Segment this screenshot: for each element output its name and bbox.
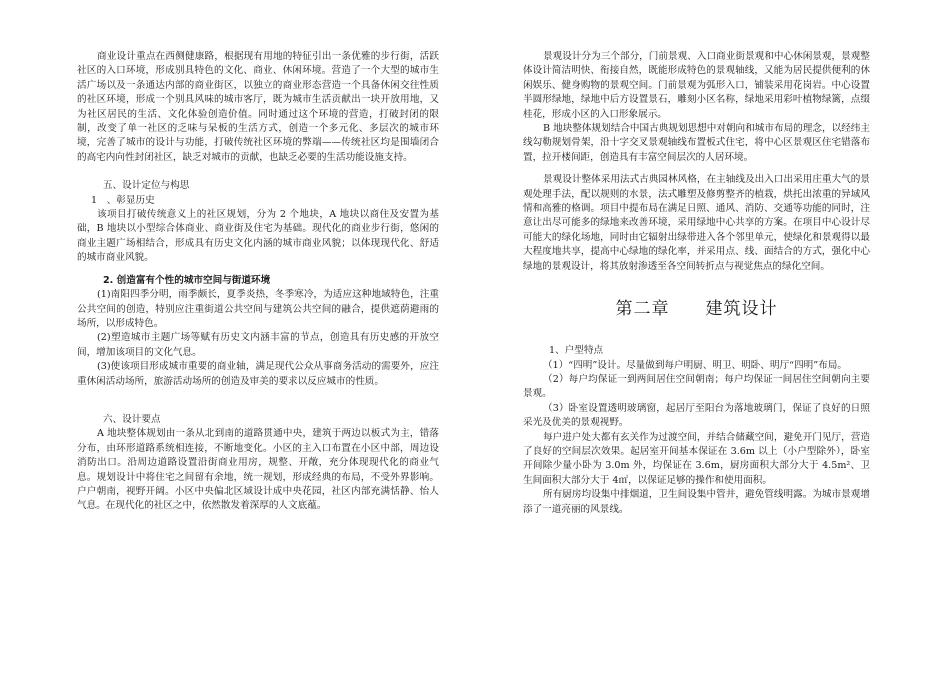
urban-space-item-1: (1)南阳四季分明，雨季颇长，夏季炎热，冬季寒冷，为适应这种地域特色，注重公共空间的创造，特别应注重街道公共空间与建筑公共空间的融合，提供遮荫避雨的场所，以形成特色。 bbox=[77, 289, 439, 329]
history-paragraph: 该项目打破传统意义上的社区规划，分为 2 个地块，A 地块以商住及安置为基础，B 地块以小型综合体商业、商业街及住宅为基础。现代化的商业步行街，悠闲的商业主题广场相结合，形成具有历史文化内涵的城市商业风貌；以体现现代化、舒适的城市商业风貌。 bbox=[77, 209, 439, 264]
left-column bbox=[77, 50, 439, 514]
design-points-paragraph: A 地块整体规划由一条从北到南的道路贯通中央，建筑于两边以板式为主，错落分布，由环形道路系统相连接，不断地变化。小区的主入口布置在小区中部，周边设消防出口。沿周边道路设置沿街商业用房，规整、开敞，充分体现现代化的商业气息。规划设计中将住宅之间留有余地，统一规划，形成经典的布局，不受外界影响。户户朝南，视野开阔。小区中央偏北区域设计成中央花园，社区内部充满恬静、怡人气息。在现代化的社区之中，依然散发着深厚的人文底蕴。 bbox=[77, 428, 439, 512]
landscape-paragraph-3: 景观设计整体采用法式古典园林风格，在主轴线及出入口出采用庄重大气的景观处理手法，配以规则的水景，法式雕塑及修剪整齐的植栽，烘托出浓重的异域风情和高雅的格调。项目中提布局在满足日照、通风、消防、交通等功能的同时，注意让出尽可能多的绿地来改善环境，采用绿地中心共享的方案。在项目中心设计尽可能大的绿化场地，同时由它辐射出绿带进入各个邻里单元，使绿化和景观得以最大程度地共享，提高中心绿地的绿化率，并采用点、线、面结合的方式，强化中心绿地的景观设计，将其放射渗透至各空间转折点与视觉焦点的绿化空间。 bbox=[523, 174, 870, 272]
unit-feature-3: （3）卧室设置透明玻璃窗，起居厅至阳台为落地玻璃门，保证了良好的日照采光及优美的景观视野。 bbox=[523, 402, 870, 429]
commercial-design-paragraph: 商业设计重点在西侧健康路，根据现有用地的特征引出一条优雅的步行街，活跃社区的入口环境，形成别具特色的文化、商业、休闲环境。营造了一个大型的城市生活广场以及一条通达内部的商业街区，以独立的商业形态营造一个具备休闲交往性质的社区环境，形成一个别具风味的城市客厅，既为城市生活贡献出一块开放用地，又为社区居民的生活、文化体验创造价值。同时通过这个环境的营造，打破封闭的限制，改变了单一社区的乏味与呆板的生活方式，创造一个多元化、多层次的城市环境，完善了城市的设计与功能，打破传统社区环境的弊端——传统社区均是围墙闭合的高宅内向性封闭社区，缺乏对城市的贡献，也缺乏必要的生活功能设施支持。 bbox=[77, 51, 439, 163]
unit-feature-1: （1）“四明”设计。尽量做到每户明厨、明卫、明卧、明厅“四明”布局。 bbox=[543, 359, 847, 371]
landscape-paragraph-2: B 地块整体规划结合中国古典规划思想中对朝向和城市布局的理念，以经纬主线勾勒规划骨架，沿十字交叉景观轴线布置板式住宅，将中心区景观区住宅错落布置，拉开楼间距，创造具有丰富空间层次的人居环境。 bbox=[523, 123, 870, 163]
urban-space-item-3: (3)使该项目形成城市重要的商业轴，满足现代公众从事商务活动的需要外，应注重休闲活动场所，旅游活动场所的创造及审美的要求以反应城市的性质。 bbox=[77, 361, 439, 387]
section-6-heading: 六、设计要点 bbox=[103, 413, 161, 425]
unit-feature-4: 每户进户处大都有玄关作为过渡空间，并结合储藏空间，避免开门见厅，营造了良好的空间层次效果。起居室开间基本保证在 3.6m 以上（小户型除外），卧室开间除少量小卧为 3.0m 外，均保证在 3.6m，厨房面积大部分大于 4.5m²、卫生间面积大部分大于 4㎡，以保证足够的操作和使用面积。 bbox=[523, 431, 870, 486]
unit-feature-5: 所有厨房均设集中排烟道，卫生间设集中管井，避免管线明露。为城市景观增添了一道亮丽的风景线。 bbox=[523, 489, 870, 515]
subsection-urban-space-heading: 2. 创造富有个性的城市空间与街道环境 bbox=[103, 274, 271, 286]
unit-features-heading: 1、户型特点 bbox=[549, 345, 604, 357]
chapter-title: 第二章 建筑设计 bbox=[615, 299, 778, 320]
right-column bbox=[523, 50, 870, 517]
subsection-history-heading: 1 、彰显历史 bbox=[91, 194, 155, 206]
unit-feature-2: （2）每户均保证一到两间居住空间朝南；每户均保证一间居住空间朝向主要景观。 bbox=[523, 373, 870, 400]
landscape-paragraph-1: 景观设计分为三个部分，门前景观、入口商业街景观和中心休闲景观，景观整体设计简洁明快、衔接自然，既能形成特色的景观轴线，又能为居民提供便利的休闲娱乐、健身购物的景观空间。门前景观为弧形入口，铺装采用花岗岩。中心设置半圆形绿地，绿地中后方设置景石，雕刻小区名称，绿地采用彩叶植物绿篱，点缀桂花，形成小区的入口形象展示。 bbox=[523, 51, 870, 120]
section-5-heading: 五、设计定位与构思 bbox=[103, 180, 190, 192]
urban-space-item-2: (2)塑造城市主题广场等赋有历史文内涵丰富的节点，创造具有历史感的开放空间，增加该项目的文化气息。 bbox=[77, 332, 439, 358]
